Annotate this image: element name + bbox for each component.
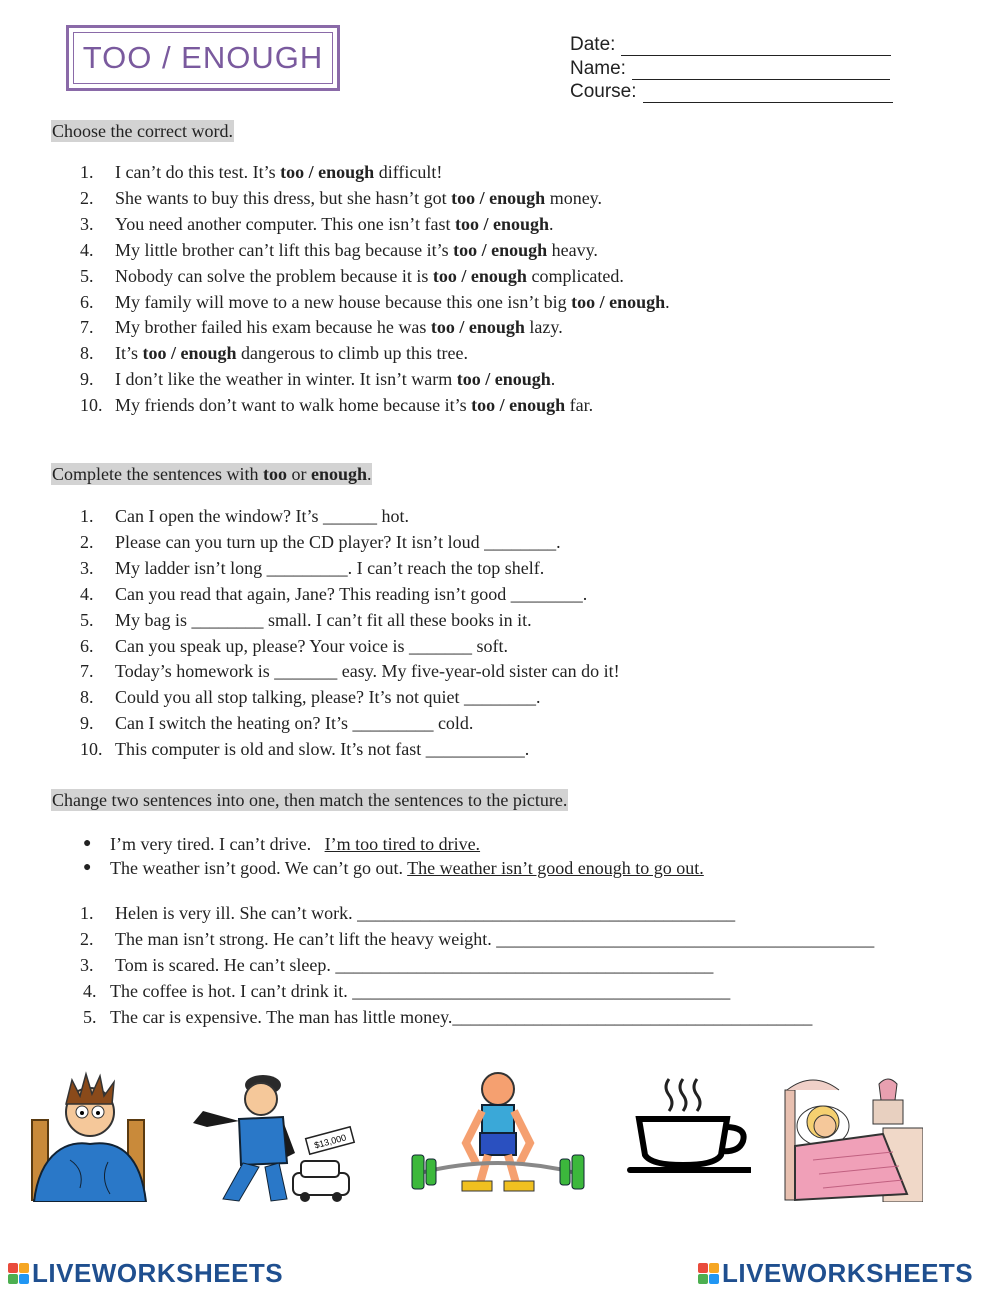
- question-text-post: difficult!: [374, 162, 443, 182]
- title-inner-border: [73, 32, 333, 84]
- title-box: [66, 25, 340, 91]
- logo-text-right: LIVEWORKSHEETS: [722, 1257, 974, 1288]
- section2-instruction-mid: or: [286, 464, 311, 484]
- fill-blank-text[interactable]: Can I switch the heating on? It’s _________ cold.: [115, 713, 474, 734]
- bullet-icon: ●: [83, 860, 92, 875]
- choice-too-enough[interactable]: too / enough: [571, 291, 666, 312]
- name-field[interactable]: [570, 58, 890, 80]
- question-text-pre: My friends don’t want to walk home because it’s: [115, 395, 472, 416]
- section2-instruction-pre: Complete the sentences with: [52, 464, 263, 484]
- question-number: 3.: [80, 557, 94, 578]
- question-text: [115, 187, 602, 209]
- fill-blank-text[interactable]: Today’s homework is _______ easy. My five-year-old sister can do it!: [115, 661, 620, 682]
- fill-blank-text[interactable]: My ladder isn’t long _________. I can’t reach the top shelf.: [115, 557, 545, 578]
- date-line[interactable]: [621, 38, 891, 56]
- example-answer: The weather isn’t good enough to go out.: [407, 858, 704, 878]
- question-number: 1.: [80, 162, 94, 182]
- choice-too-enough[interactable]: too / enough: [453, 239, 548, 260]
- question-number: 6.: [80, 291, 94, 312]
- example-text: [110, 857, 704, 879]
- section1-instruction: Choose the correct word.: [52, 121, 233, 141]
- question-number: 4.: [80, 239, 94, 260]
- question-number: 3.: [80, 955, 94, 975]
- question-number: 8.: [80, 343, 94, 364]
- rewrite-text[interactable]: Helen is very ill. She can’t work. __________________________________________: [115, 903, 736, 923]
- question-text-pre: It’s: [115, 343, 143, 364]
- question-text: [115, 265, 624, 287]
- question-number: 2.: [80, 187, 94, 208]
- fill-blank-text[interactable]: My bag is ________ small. I can’t fit all these books in it.: [115, 609, 532, 630]
- question-text-pre: Nobody can solve the problem because it is: [115, 265, 433, 286]
- choice-too-enough[interactable]: too / enough: [430, 317, 525, 338]
- fill-blank-text[interactable]: Can you speak up, please? Your voice is _______ soft.: [115, 635, 508, 656]
- question-number: 2.: [80, 929, 94, 949]
- question-text: [115, 342, 468, 364]
- choice-too-enough[interactable]: too / enough: [142, 343, 237, 364]
- question-text-pre: You need another computer. This one isn’t fast: [115, 213, 455, 234]
- section3-instruction: Change two sentences into one, then match the sentences to the picture.: [52, 790, 568, 810]
- fill-blank-text[interactable]: Can you read that again, Jane? This reading isn’t good ________.: [115, 583, 588, 604]
- question-number: 4.: [83, 981, 97, 1001]
- weightlifter-picture: [410, 1063, 586, 1193]
- logo-mark-icon: [8, 1263, 29, 1284]
- question-number: 1.: [80, 903, 94, 923]
- logo-text-left: LIVEWORKSHEETS: [32, 1257, 284, 1288]
- section2-instruction-enough: enough: [310, 464, 367, 484]
- fill-blank-text[interactable]: This computer is old and slow. It’s not fast ___________.: [115, 739, 530, 760]
- hot-coffee-cup-picture: [625, 1075, 751, 1175]
- question-text-post: far.: [565, 395, 594, 416]
- question-text-post: .: [549, 213, 554, 234]
- page-title: TOO / ENOUGH: [82, 40, 324, 75]
- man-with-expensive-car-picture: [183, 1063, 363, 1203]
- question-number: 3.: [80, 213, 94, 234]
- question-text-post: heavy.: [547, 239, 598, 260]
- rewrite-text[interactable]: The coffee is hot. I can’t drink it. __________________________________________: [110, 981, 731, 1001]
- question-number: 10.: [80, 395, 103, 416]
- question-number: 1.: [80, 506, 94, 526]
- question-text: [115, 291, 670, 313]
- question-number: 5.: [83, 1007, 97, 1027]
- course-label: Course:: [570, 81, 637, 102]
- example-text: [110, 833, 480, 855]
- example-sentences: The weather isn’t good. We can’t go out.: [110, 858, 408, 878]
- logo-mark-icon: [698, 1263, 719, 1284]
- bullet-icon: ●: [83, 836, 92, 851]
- course-field[interactable]: [570, 81, 893, 103]
- question-text-pre: My family will move to a new house because this one isn’t big: [115, 291, 572, 312]
- fill-blank-text[interactable]: Can I open the window? It’s ______ hot.: [115, 506, 409, 526]
- question-text-pre: My brother failed his exam because he was: [115, 317, 431, 338]
- question-number: 10.: [80, 739, 103, 760]
- choice-too-enough[interactable]: too / enough: [280, 162, 375, 182]
- question-number: 5.: [80, 265, 94, 286]
- example-sentences: I’m very tired. I can’t drive.: [110, 834, 325, 854]
- question-text-post: lazy.: [524, 317, 563, 338]
- question-number: 8.: [80, 687, 94, 708]
- date-label: Date:: [570, 34, 616, 55]
- question-number: 9.: [80, 713, 94, 734]
- question-text: [115, 368, 555, 390]
- choice-too-enough[interactable]: too / enough: [451, 187, 546, 208]
- question-number: 4.: [80, 583, 94, 604]
- section2-instruction: [51, 463, 372, 485]
- sick-girl-in-bed-picture: [783, 1070, 923, 1202]
- choice-too-enough[interactable]: too / enough: [471, 395, 566, 416]
- fill-blank-text[interactable]: Could you all stop talking, please? It’s not quiet ________.: [115, 687, 541, 708]
- name-label: Name:: [570, 58, 626, 79]
- price-tag-text: $13,000: [313, 1132, 348, 1151]
- choice-too-enough[interactable]: too / enough: [454, 213, 549, 234]
- question-text: [115, 239, 598, 261]
- liveworksheets-logo-left: [8, 1258, 283, 1288]
- question-text: [115, 213, 554, 235]
- question-text-pre: I can’t do this test. It’s: [115, 162, 281, 182]
- rewrite-text[interactable]: The man isn’t strong. He can’t lift the heavy weight. __________________________________________: [115, 929, 875, 949]
- choice-too-enough[interactable]: too / enough: [456, 369, 551, 390]
- choice-too-enough[interactable]: too / enough: [432, 265, 527, 286]
- liveworksheets-logo-right: [698, 1258, 973, 1288]
- question-number: 6.: [80, 635, 94, 656]
- question-text-post: .: [665, 291, 670, 312]
- section2-instruction-too: too: [262, 464, 287, 484]
- section2-instruction-post: .: [366, 464, 372, 484]
- question-number: 5.: [80, 609, 94, 630]
- question-text-pre: My little brother can’t lift this bag because it’s: [115, 239, 454, 260]
- question-text: [115, 316, 563, 338]
- fill-blank-text[interactable]: Please can you turn up the CD player? It isn’t loud ________.: [115, 531, 561, 552]
- rewrite-text[interactable]: The car is expensive. The man has little money.________________________________________: [110, 1007, 813, 1027]
- question-text-post: money.: [545, 187, 603, 208]
- question-text-pre: I don’t like the weather in winter. It isn’t warm: [115, 369, 457, 390]
- question-number: 2.: [80, 531, 94, 552]
- question-text-post: dangerous to climb up this tree.: [236, 343, 468, 364]
- example-answer: I’m too tired to drive.: [324, 834, 481, 854]
- question-text: [115, 161, 442, 183]
- question-number: 9.: [80, 369, 94, 390]
- question-number: 7.: [80, 661, 94, 682]
- rewrite-text[interactable]: Tom is scared. He can’t sleep. __________________________________________: [115, 955, 714, 975]
- question-number: 7.: [80, 317, 94, 338]
- question-text-pre: She wants to buy this dress, but she hasn’t got: [115, 187, 452, 208]
- question-text: [115, 394, 593, 416]
- name-line[interactable]: [632, 62, 890, 80]
- course-line[interactable]: [643, 85, 893, 103]
- scared-boy-in-bed-picture: [30, 1070, 150, 1202]
- date-field[interactable]: [570, 34, 891, 56]
- question-text-post: complicated.: [526, 265, 624, 286]
- question-text-post: .: [550, 369, 556, 390]
